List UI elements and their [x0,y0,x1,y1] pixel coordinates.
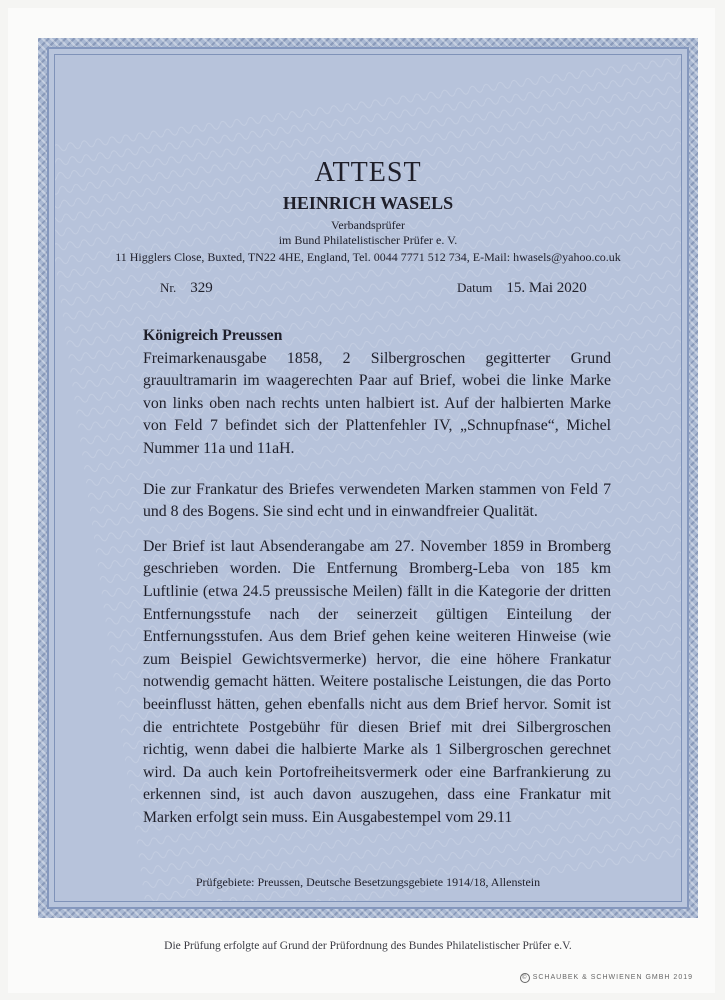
number-value: 329 [190,280,213,296]
certificate-number [160,280,213,297]
copyright-text: SCHAUBEK & SCHWIENEN GMBH 2019 [532,974,693,981]
number-label: Nr. [160,280,177,295]
issuer-association: im Bund Philatelistischer Prüfer e. V. [278,233,458,247]
date-label: Datum [457,280,493,295]
copyright-notice [520,973,693,983]
certificate-date [457,280,587,297]
certificate-frame [38,38,698,918]
body-paragraph-3: Der Brief ist laut Absenderangabe am 27. November 1859 in Bromberg geschrieben worden. Die Entfernung Bromberg-Leba von 185 km Luftlinie (etwa 24.5 preussische Meilen) fällt in die Kategorie der dritten Entfernungsstufe nach der seinerzeit gültigen Einteilung der Entfernungsstufen. Aus dem Brief gehen keine weiteren Hinweise (wie zum Beispiel Gewichtsvermerke) hervor, die eine höhere Frankatur notwendig gemacht hätten. Weitere postalische Leistungen, die das Porto beeinflusst hätten, gehen ebenfalls nicht aus dem Brief hervor. Somit ist die entrichtete Postgebühr für diesen Brief mit drei Silbergroschen richtig, wenn dabei die halbierte Marke als 1 Silbergroschen gerechnet wird. Da auch kein Portofreiheitsvermerk oder eine Barfrankierung zu erkennen sind, ist auch davon auszugehen, dass eine Frankatur mit Marken erfolgt sein muss. Ein Ausgabestempel vom 29.11 [143,537,611,826]
certificate-content [55,55,681,901]
issuer-address: 11 Higglers Close, Buxted, TN22 4HE, England, Tel. 0044 7771 512 734, E-Mail: hwasels@yahoo.co.uk [115,250,621,264]
testing-areas: Prüfgebiete: Preussen, Deutsche Besetzungsgebiete 1914/18, Allenstein [195,875,541,889]
certificate-title: ATTEST [314,157,422,188]
certificate-body [143,325,611,829]
certificate-sheet [8,8,715,993]
date-value: 15. Mai 2020 [506,280,587,296]
disclaimer: Die Prüfung erfolgte auf Grund der Prüfordnung des Bundes Philatelistischer Prüfer e.V. [164,940,572,952]
issuer-name: HEINRICH WASELS [282,193,454,213]
body-heading: Königreich Preussen [143,327,283,344]
security-background [54,54,682,902]
copyright-icon: © [520,973,530,983]
body-paragraph-2: Die zur Frankatur des Briefes verwendeten Marken stammen von Feld 7 und 8 des Bogens. Sie sind echt und in einwandfreier Qualität. [143,480,611,521]
issuer-role: Verbandsprüfer [331,218,405,232]
body-paragraph-1: Freimarkenausgabe 1858, 2 Silbergroschen gegitterter Grund grauultramarin im waagerechten Paar auf Brief, wobei die linke Marke von links oben nach rechts unten halbiert ist. Auf der halbierten Marke von Feld 7 befindet sich der Plattenfehler IV, „Schnupfnase“, Michel Nummer 11a und 11aH. [143,349,611,457]
frame-inner [47,47,689,909]
